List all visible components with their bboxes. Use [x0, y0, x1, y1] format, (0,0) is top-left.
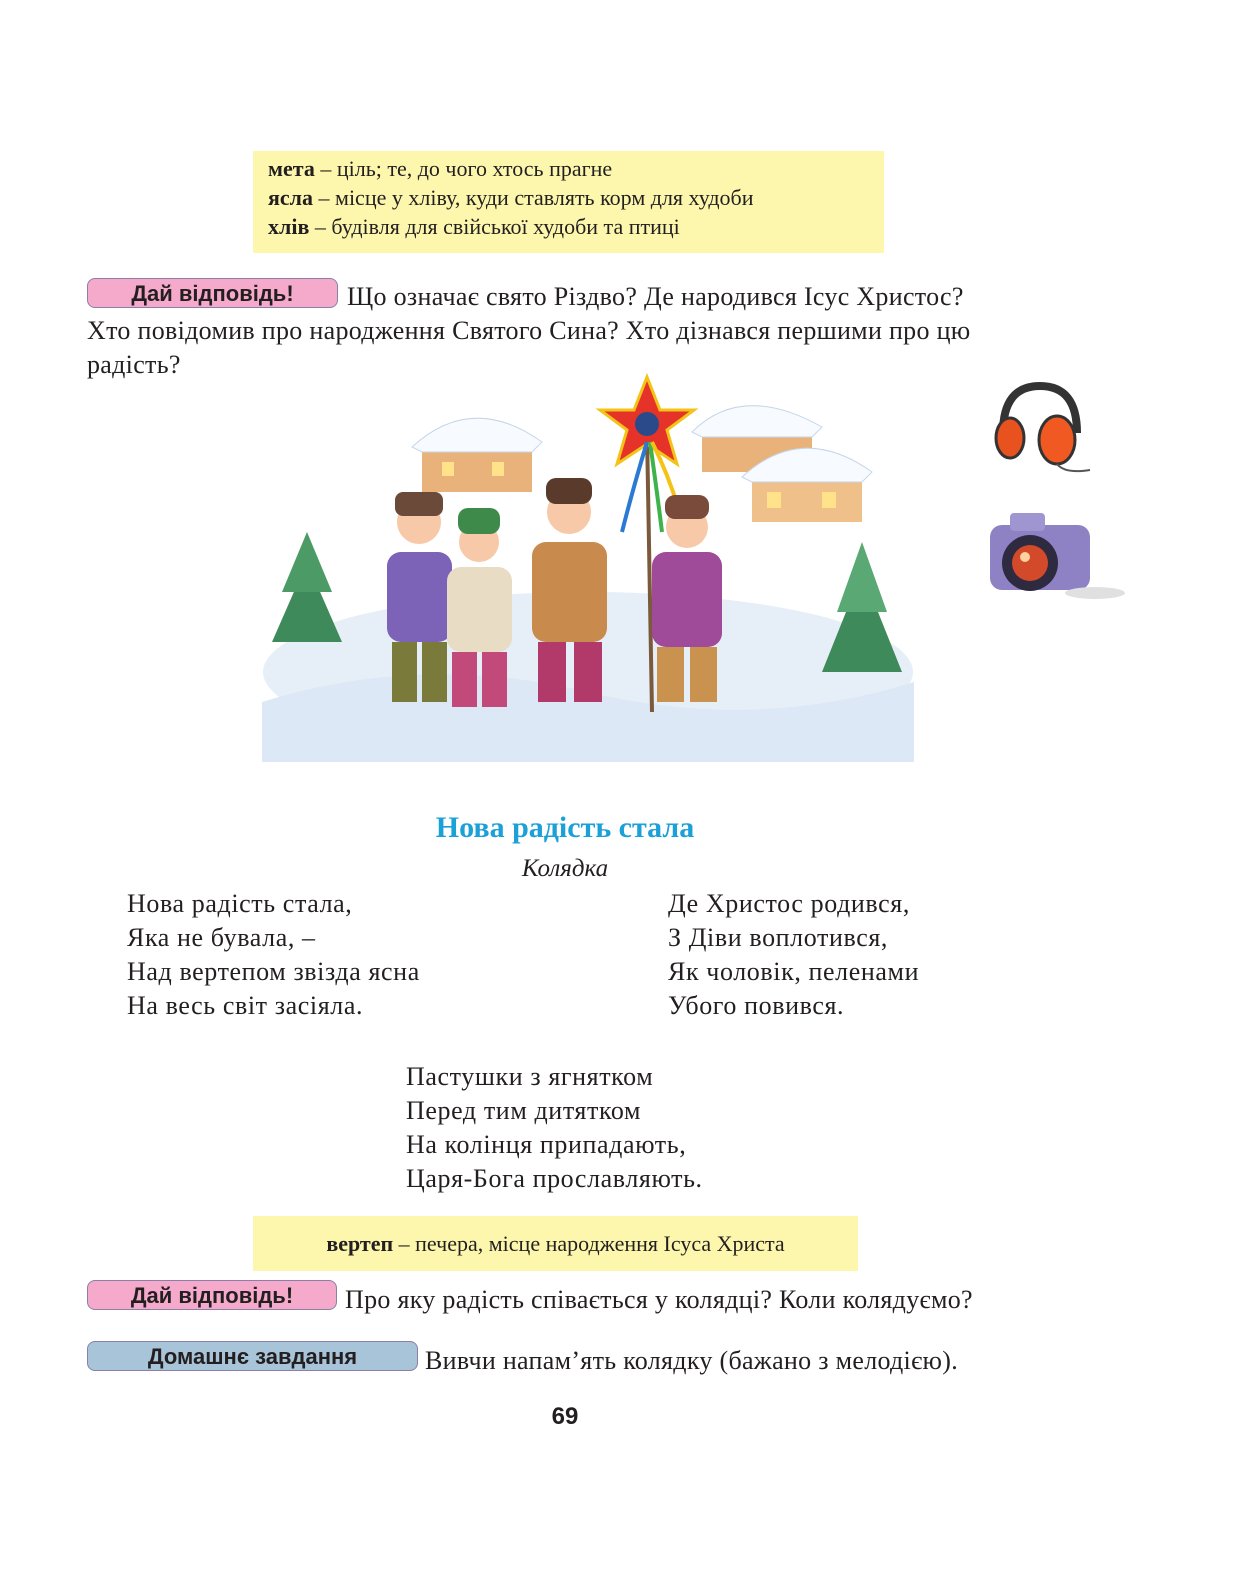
carolers-illustration — [262, 372, 914, 762]
poem-stanza-3: Пастушки з ягнятком Перед тим дитятком На колінця припадають, Царя-Бога прославляють. — [406, 1062, 703, 1193]
poem-title: Нова радість стала — [435, 811, 695, 844]
glossary-entry: ясла – місце у хліву, куди ставлять корм для худоби — [268, 185, 754, 210]
answer-label: Дай відповідь! — [87, 278, 338, 308]
poem-subtitle: Колядка — [521, 855, 609, 882]
camera-icon — [985, 505, 1130, 605]
homework-label: Домашнє завдання — [87, 1341, 418, 1371]
glossary-entry: хлів – будівля для свійської худоби та птиці — [268, 214, 680, 239]
glossary-box-top — [253, 151, 884, 253]
answer-label: Дай відповідь! — [87, 1280, 337, 1310]
homework-text: Вивчи напам’ять колядку (бажано з мелодією). — [425, 1346, 959, 1375]
headphones-icon — [985, 378, 1095, 478]
question-text: Про яку радість співається у колядці? Коли колядуємо? — [345, 1285, 973, 1314]
question-text: Що означає свято Різдво? Де народився Ісус Христос? Хто повідомив про народження Святого Сина? Хто дізнався першими про цю радість? — [87, 282, 971, 379]
page-number: 69 — [551, 1403, 579, 1430]
poem-stanza-1: Нова радість стала, Яка не бувала, – Над вертепом звізда ясна На весь світ засіяла. — [127, 889, 420, 1020]
glossary-box-bottom: вертеп – печера, місце народження Ісуса Христа — [253, 1216, 858, 1271]
glossary-entry: мета – ціль; те, до чого хтось прагне — [268, 156, 613, 181]
poem-stanza-2: Де Христос родився, З Діви воплотився, Як чоловік, пеленами Убого повився. — [668, 889, 920, 1020]
